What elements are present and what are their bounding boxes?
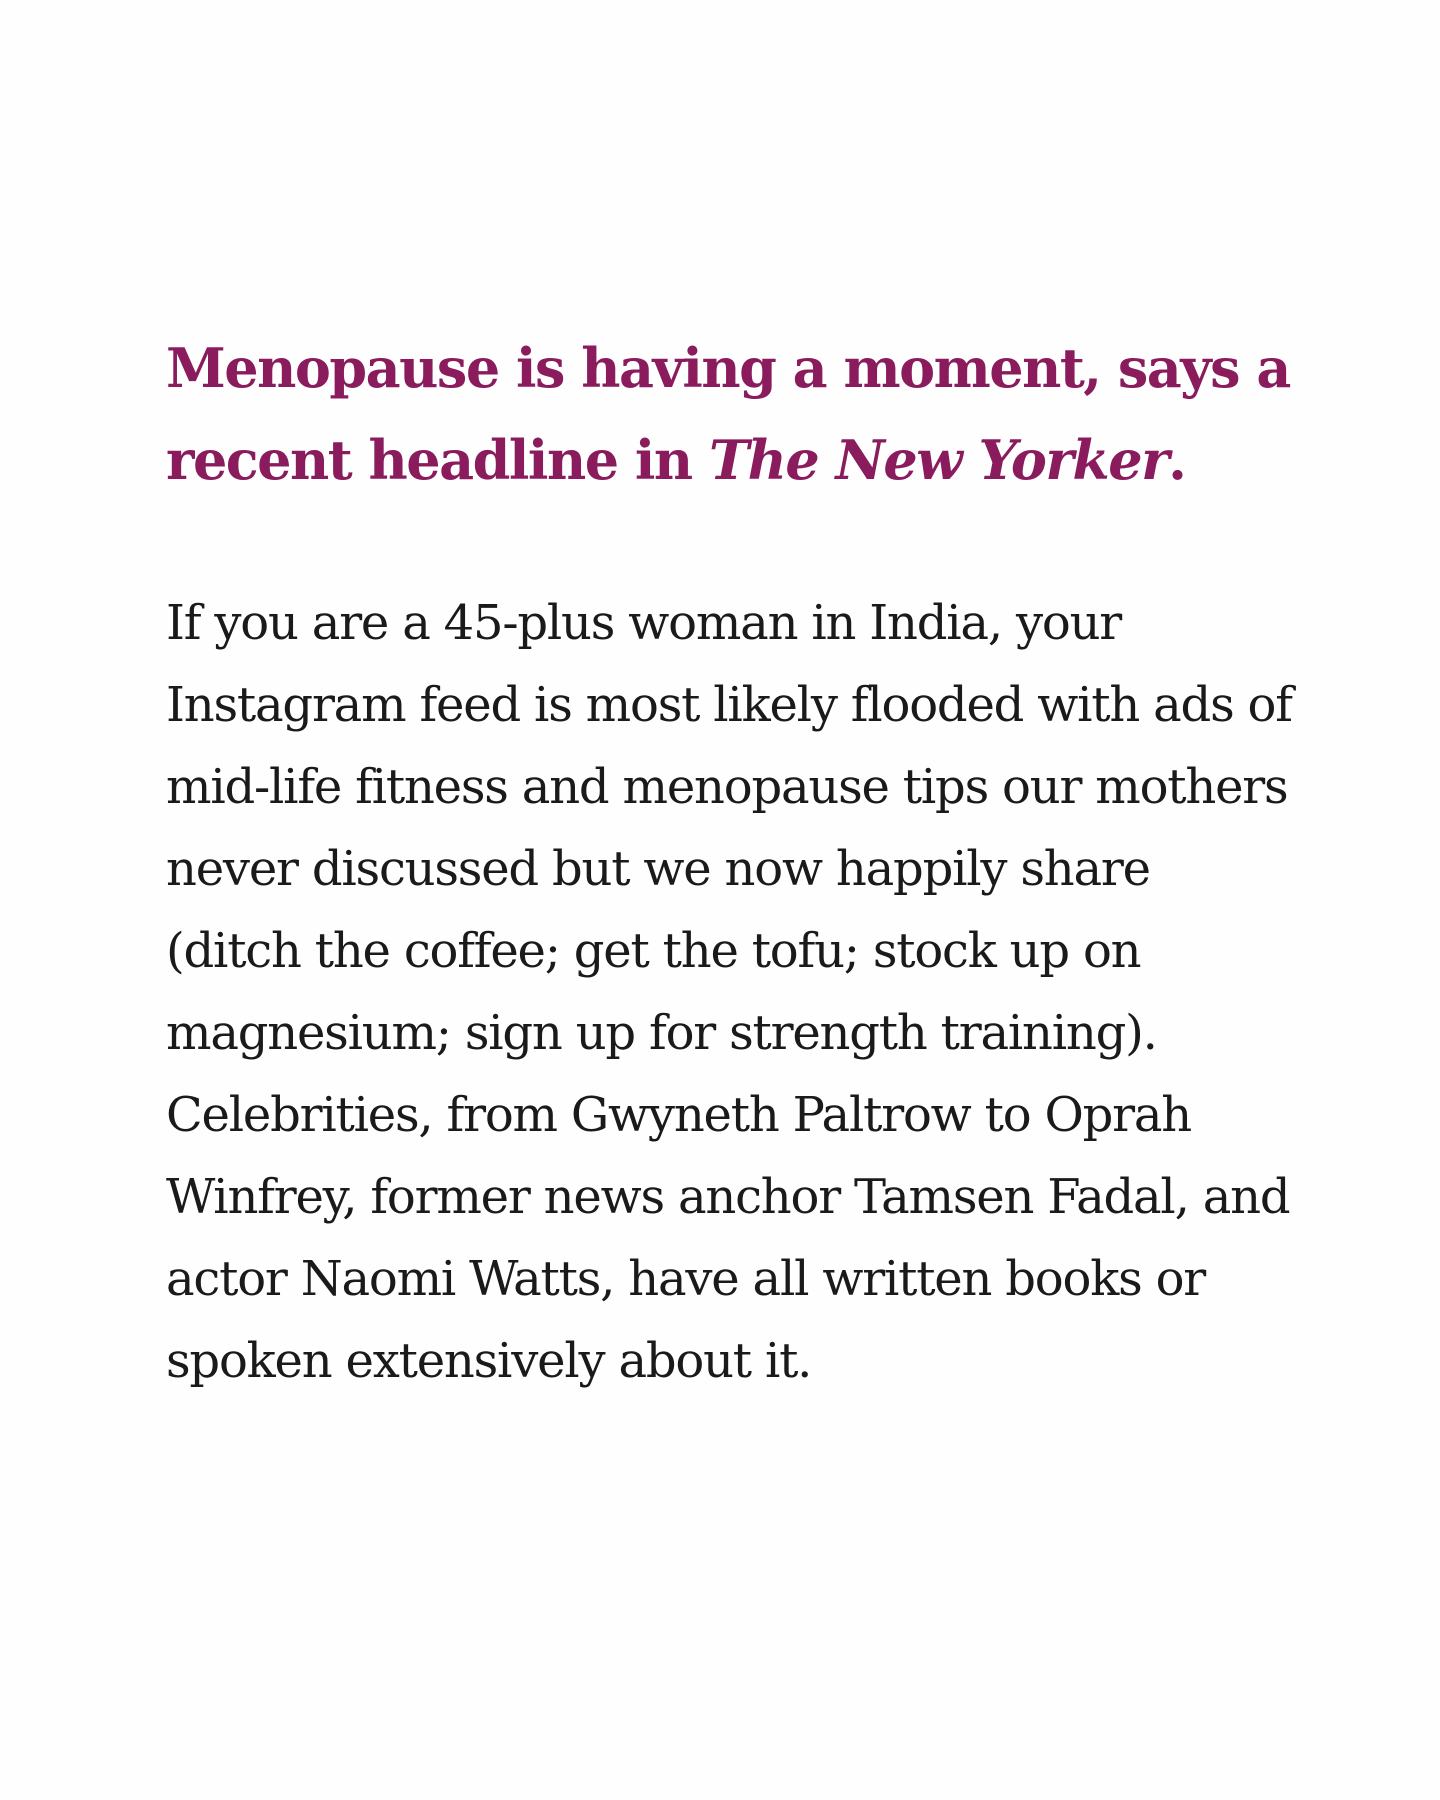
article-content bbox=[166, 322, 1296, 1402]
headline bbox=[166, 322, 1296, 506]
body-paragraph: If you are a 45-plus woman in India, your Instagram feed is most likely flooded with ads of mid-life fitness and menopause tips our mothers never discussed but we now happily share (ditch the coffee; get the tofu; stock up on magnesium; sign up for strength training). Celebrities, from Gwyneth Paltrow to Oprah Winfrey, former news anchor Tamsen Fadal, and actor Naomi Watts, have all written books or spoken extensively about it. bbox=[166, 595, 1292, 1389]
publication-name: The New Yorker bbox=[708, 428, 1169, 492]
headline-period: . bbox=[1168, 428, 1186, 492]
headline-text: Menopause is having a moment, says a recent headline in bbox=[166, 336, 1290, 492]
